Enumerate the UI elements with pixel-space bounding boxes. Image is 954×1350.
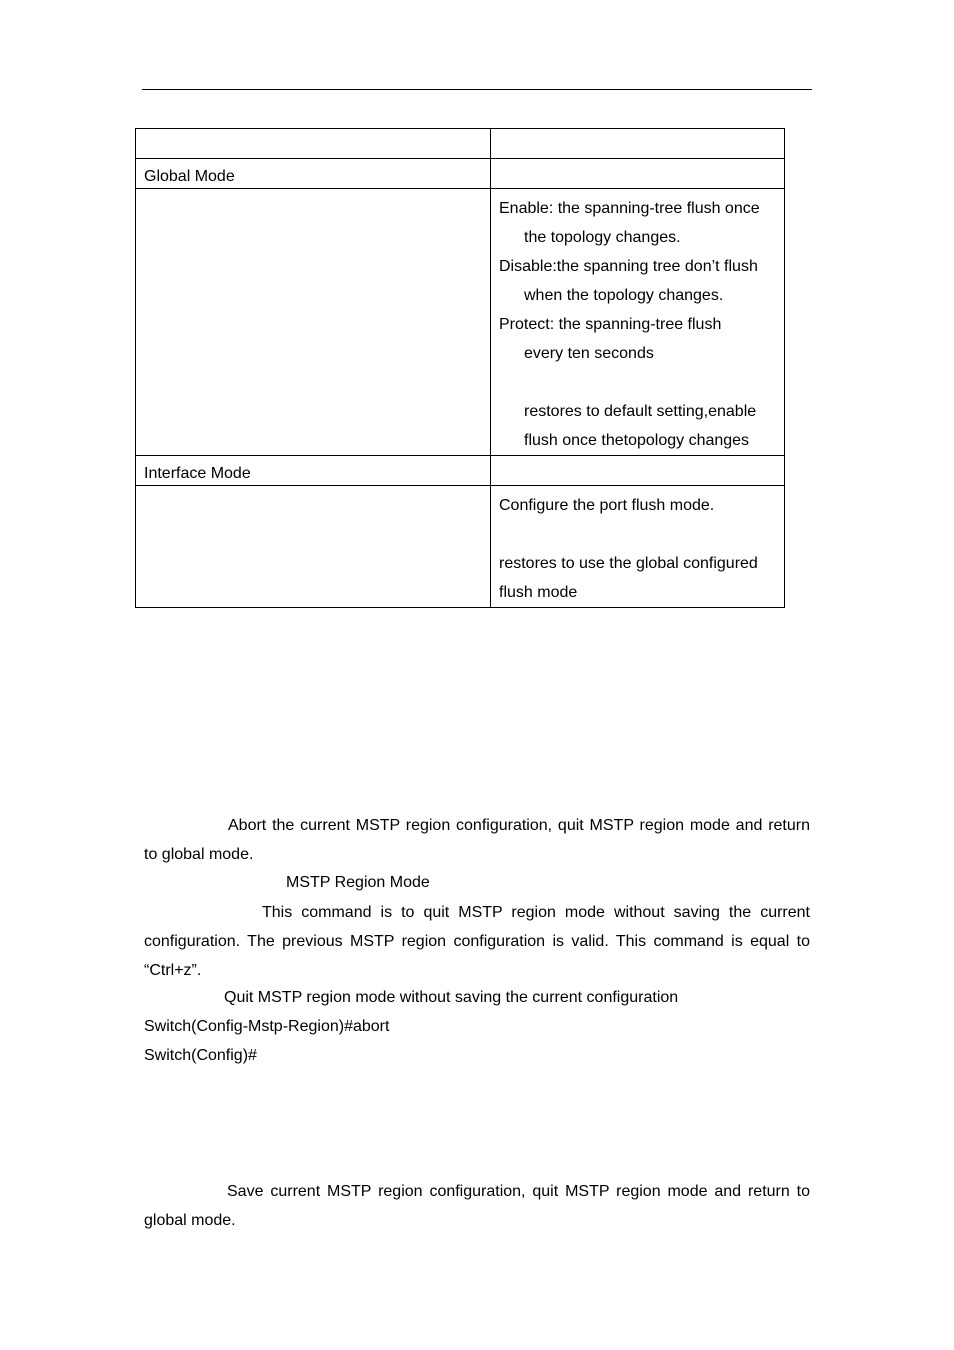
global-description — [491, 189, 784, 455]
abort-usage-text: This command is to quit MSTP region mode without saving the current configuration. The previous MSTP region configuration is valid. This command is equal to “Ctrl+z”. — [144, 904, 810, 979]
table-cell — [491, 189, 785, 456]
table-cell — [136, 129, 491, 159]
global-description-line: Disable:the spanning tree don’t flush — [499, 258, 758, 275]
header-rule — [142, 89, 812, 90]
interface-description-line — [499, 520, 776, 549]
interface-description-line: restores to use the global configured — [499, 555, 758, 572]
abort-code-line-2: Switch(Config)# — [144, 1047, 257, 1064]
interface-description — [491, 486, 784, 607]
global-description-line — [499, 368, 776, 397]
global-command-row — [136, 189, 785, 456]
table-cell — [136, 189, 491, 456]
table-cell — [491, 486, 785, 608]
interface-mode-label: Interface Mode — [144, 465, 251, 482]
interface-description-line: flush mode — [499, 584, 578, 601]
abort-function-text: Abort the current MSTP region configuration, quit MSTP region mode and return to global mode. — [144, 817, 810, 863]
table-header-row — [136, 129, 785, 159]
global-description-line: every ten seconds — [524, 345, 654, 362]
global-description-line: Enable: the spanning-tree flush once — [499, 200, 760, 217]
table-cell — [136, 159, 491, 189]
interface-mode-row — [136, 456, 785, 486]
interface-command-row — [136, 486, 785, 608]
global-description-line: the topology changes. — [524, 229, 681, 246]
table-cell — [136, 486, 491, 608]
table-cell — [491, 456, 785, 486]
abort-code-line-1: Switch(Config-Mstp-Region)#abort — [144, 1018, 390, 1035]
global-description-line: when the topology changes. — [524, 287, 724, 304]
table-cell — [136, 456, 491, 486]
exit-function-text: Save current MSTP region configuration, quit MSTP region mode and return to global mode. — [144, 1183, 810, 1229]
abort-example-text: Quit MSTP region mode without saving the current configuration — [224, 989, 679, 1006]
global-description-line: flush once thetopology changes — [524, 432, 750, 449]
interface-description-line: Configure the port flush mode. — [499, 497, 715, 514]
table-cell — [491, 159, 785, 189]
abort-mode-text: MSTP Region Mode — [286, 874, 430, 891]
global-description-line: restores to default setting,enable — [524, 403, 757, 420]
global-mode-label: Global Mode — [144, 168, 235, 185]
command-table — [135, 128, 785, 608]
global-description-line: Protect: the spanning-tree flush — [499, 316, 722, 333]
global-mode-row — [136, 159, 785, 189]
table-cell — [491, 129, 785, 159]
